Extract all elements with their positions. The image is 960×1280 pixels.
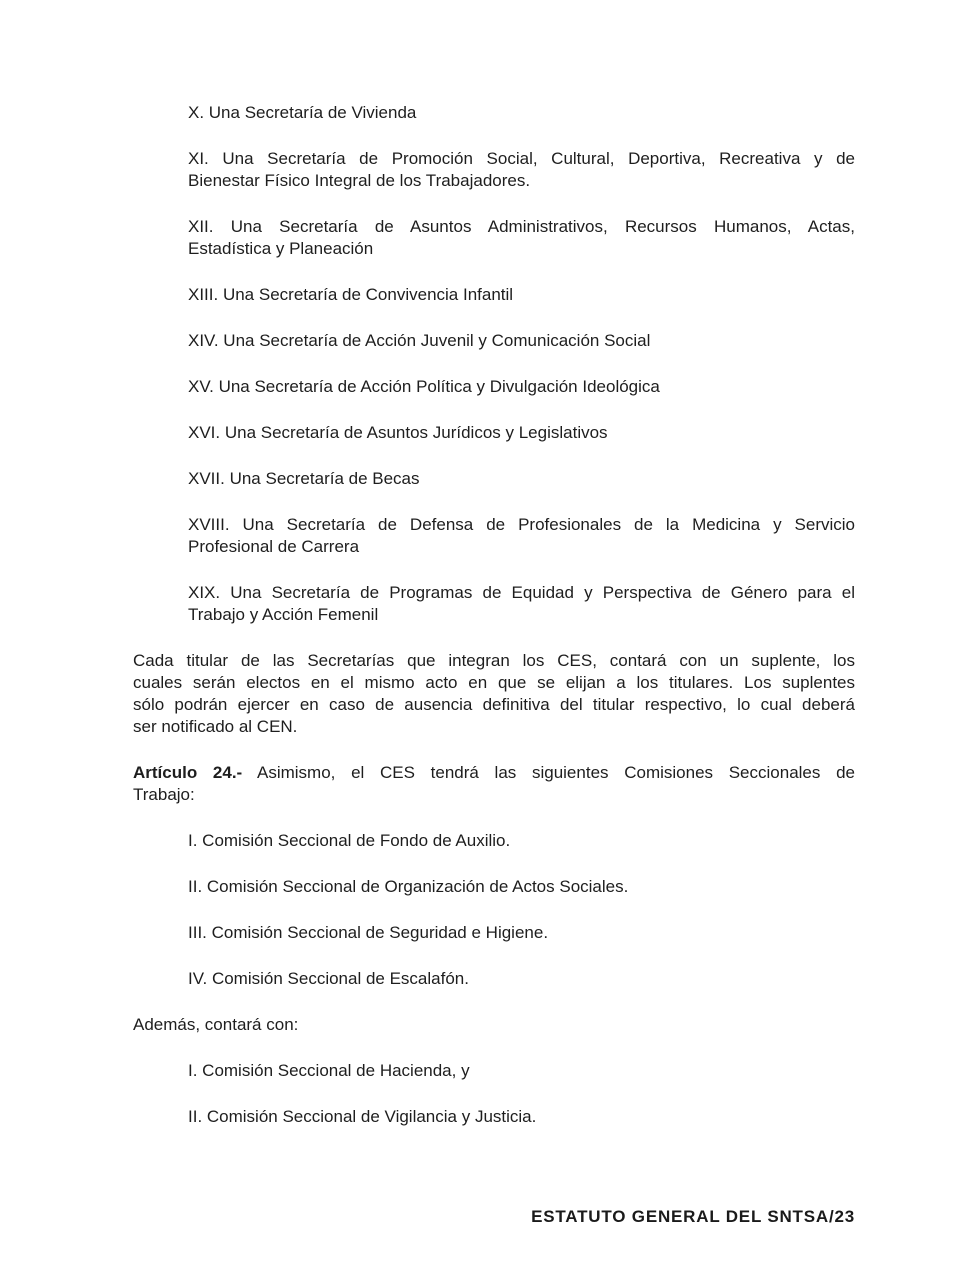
paragraph-ademas: Además, contará con:	[133, 1015, 299, 1034]
comision-item-i: I. Comisión Seccional de Fondo de Auxilio.	[188, 831, 511, 850]
comision-adicional-item-i: I. Comisión Seccional de Hacienda, y	[188, 1061, 470, 1080]
articulo-24-text: Asimismo, el CES tendrá las siguientes Comisiones Seccionales de	[256, 763, 855, 782]
comision-item-iv: IV. Comisión Seccional de Escalafón.	[188, 969, 469, 988]
secretaria-item-xi: XI. Una Secretaría de Promoción Social, Cultural, Deportiva, Recreativa y de Bienestar Físico Integral de los Trabajadores.	[188, 149, 855, 190]
secretaria-item-xiv: XIV. Una Secretaría de Acción Juvenil y Comunicación Social	[188, 331, 651, 350]
paragraph-suplentes: Cada titular de las Secretarías que integran los CES, contará con un suplente, los cuales serán electos en el mismo acto en que se elijan a los titulares. Los suplentes sólo podrán ejercer en caso de ausencia definitiva del titular respectivo, lo cual deberá ser notificado al CEN.	[133, 651, 855, 736]
comision-item-iii: III. Comisión Seccional de Seguridad e Higiene.	[188, 923, 549, 942]
secretaria-item-xix: XIX. Una Secretaría de Programas de Equidad y Perspectiva de Género para el Trabajo y Acción Femenil	[188, 583, 855, 624]
secretaria-item-xviii: XVIII. Una Secretaría de Defensa de Profesionales de la Medicina y Servicio Profesional de Carrera	[188, 515, 855, 556]
comision-item-ii: II. Comisión Seccional de Organización de Actos Sociales.	[188, 877, 629, 896]
comision-adicional-item-ii: II. Comisión Seccional de Vigilancia y Justicia.	[188, 1107, 537, 1126]
secretaria-item-xii: XII. Una Secretaría de Asuntos Administrativos, Recursos Humanos, Actas, Estadística y Planeación	[188, 217, 855, 258]
secretaria-item-xiii: XIII. Una Secretaría de Convivencia Infantil	[188, 285, 514, 304]
page-footer: ESTATUTO GENERAL DEL SNTSA/23	[531, 1207, 855, 1226]
articulo-24-label: Artículo 24.-	[133, 763, 243, 782]
articulo-24-line-1	[133, 762, 855, 784]
secretaria-item-xvi: XVI. Una Secretaría de Asuntos Jurídicos y Legislativos	[188, 423, 608, 442]
secretaria-item-xv: XV. Una Secretaría de Acción Política y Divulgación Ideológica	[188, 377, 660, 396]
secretaria-item-x: X. Una Secretaría de Vivienda	[188, 103, 417, 122]
articulo-24-line-2: Trabajo:	[133, 785, 195, 804]
secretaria-item-xvii: XVII. Una Secretaría de Becas	[188, 469, 420, 488]
paragraph-articulo-24	[133, 762, 855, 806]
